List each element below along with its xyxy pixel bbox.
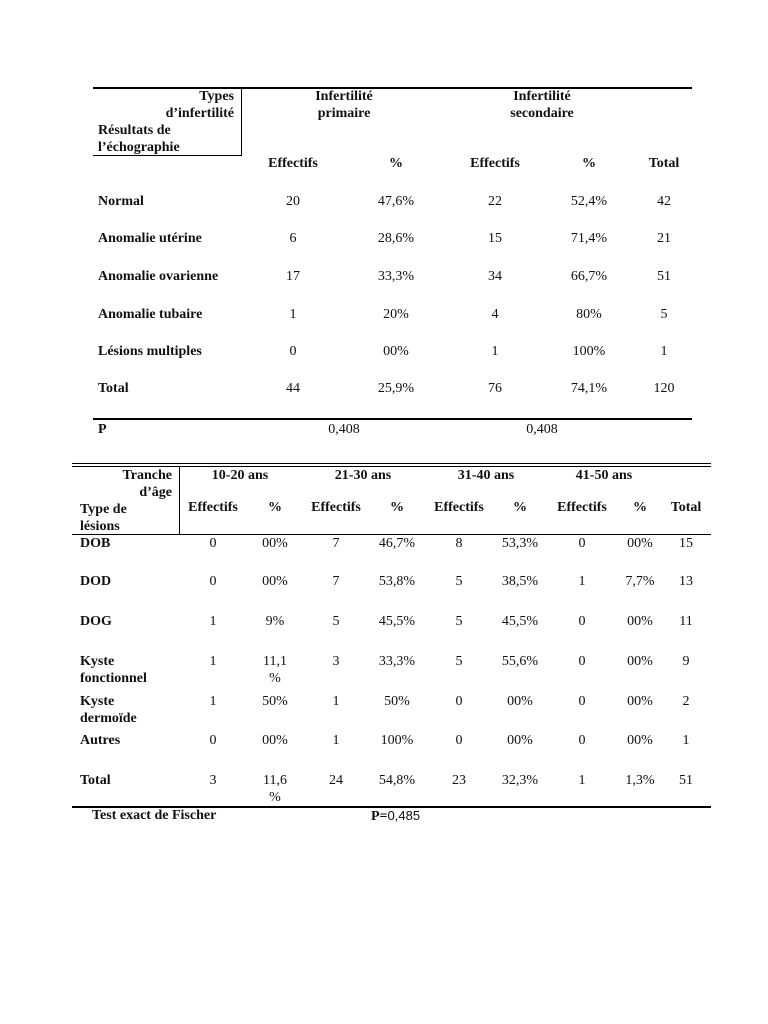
table-cell: 00%: [627, 733, 653, 748]
row-label: Kyste: [80, 654, 115, 669]
table-cell: 7,7%: [625, 574, 655, 589]
table2-top-rule-1: [72, 463, 711, 464]
table-cell: 00%: [262, 574, 288, 589]
row-label: DOG: [80, 614, 112, 629]
table1-p-secondary: 0,408: [526, 422, 558, 437]
table-cell: 44: [286, 381, 300, 396]
table2-age-group: 41-50 ans: [575, 468, 633, 483]
table-cell: 25,9%: [377, 381, 415, 396]
row-label: Normal: [98, 194, 144, 209]
table-cell: 28,6%: [377, 231, 415, 246]
table-cell: 5: [455, 614, 463, 629]
table-cell: 7: [332, 536, 340, 551]
row-label: Total: [80, 773, 111, 788]
table-cell: 11: [679, 614, 693, 629]
table-cell: 00%: [262, 733, 288, 748]
table1-header-effectifs-secondary: Effectifs: [470, 156, 520, 171]
table-cell: 100%: [572, 344, 606, 359]
table-cell: 100%: [380, 733, 414, 748]
table-cell: 0: [209, 733, 217, 748]
row-label: Anomalie utérine: [98, 231, 202, 246]
table-cell: 1: [332, 733, 340, 748]
table-cell: 52,4%: [570, 194, 608, 209]
table2-footer-p: [371, 807, 420, 825]
row-label-line2: dermoïde: [80, 711, 137, 726]
table-cell: 33,3%: [377, 269, 415, 284]
table-cell: 1: [578, 574, 586, 589]
table2-corner-bottom-line1: Type de: [80, 502, 127, 517]
table-cell: 0: [209, 536, 217, 551]
table-cell: 00%: [627, 614, 653, 629]
table-cell: 5: [332, 614, 340, 629]
table-cell-pct-suffix: %: [269, 671, 281, 686]
row-label: Anomalie ovarienne: [98, 269, 219, 284]
table-cell: 9%: [265, 614, 285, 629]
table1-group-primary-line1: Infertilité: [315, 89, 373, 104]
table-cell: 1: [660, 344, 668, 359]
table2-header: Effectifs: [434, 500, 484, 515]
table-cell: 5: [660, 307, 668, 322]
table2-corner-bottom-line2: lésions: [80, 519, 120, 534]
table-cell: 7: [332, 574, 340, 589]
table-cell: 0: [578, 536, 586, 551]
table-cell: 21: [657, 231, 671, 246]
table-cell: 17: [286, 269, 300, 284]
table1-header-pct-secondary: %: [582, 156, 596, 171]
table2-age-group: 21-30 ans: [334, 468, 392, 483]
table1-group-primary-line2: primaire: [317, 106, 371, 121]
table-cell: 33,3%: [378, 654, 416, 669]
row-label: Kyste: [80, 694, 115, 709]
table1-p-label: P: [98, 422, 107, 437]
row-label: Autres: [80, 733, 121, 748]
table-cell: 00%: [262, 536, 288, 551]
table-cell: 0: [578, 654, 586, 669]
table2-header: %: [633, 500, 647, 515]
table-cell: 22: [488, 194, 502, 209]
table-cell: 5: [455, 654, 463, 669]
table-cell: 66,7%: [570, 269, 608, 284]
table-cell: 54,8%: [378, 773, 416, 788]
table-cell: 2: [682, 694, 690, 709]
table-cell: 20: [286, 194, 300, 209]
row-label: DOD: [80, 574, 112, 589]
table-cell: 00%: [627, 654, 653, 669]
table1-bottom-rule: [93, 418, 692, 420]
table-cell: 1,3%: [625, 773, 655, 788]
table2-footer-label: Test exact de Fischer: [92, 808, 217, 823]
table-cell: 0: [578, 733, 586, 748]
table-cell: 1: [578, 773, 586, 788]
row-label: Anomalie tubaire: [98, 307, 203, 322]
table-cell: 80%: [576, 307, 602, 322]
table-cell: 4: [491, 307, 499, 322]
table-cell: 32,3%: [501, 773, 539, 788]
table1-corner-divider: [241, 88, 242, 156]
table-cell: 53,3%: [501, 536, 539, 551]
table2-corner-top-line1: Tranche: [122, 468, 172, 483]
table-cell: 15: [679, 536, 693, 551]
table-cell: 55,6%: [501, 654, 539, 669]
table-cell: 42: [657, 194, 671, 209]
table-cell: 9: [682, 654, 690, 669]
table2-header: %: [390, 500, 404, 515]
table-cell: 20%: [383, 307, 409, 322]
table2-age-group: 10-20 ans: [211, 468, 269, 483]
table2-footer-p-label: P=: [371, 809, 388, 824]
table-cell: 11,1: [263, 654, 287, 669]
table-cell: 0: [209, 574, 217, 589]
table-cell: 1: [682, 733, 690, 748]
table-cell: 51: [657, 269, 671, 284]
table2-header: %: [268, 500, 282, 515]
table2-header: Effectifs: [557, 500, 607, 515]
table1-corner-top-line2: d’infertilité: [165, 106, 234, 121]
table-cell: 00%: [507, 733, 533, 748]
table2-header: Effectifs: [311, 500, 361, 515]
table-cell: 13: [679, 574, 693, 589]
table-cell: 1: [332, 694, 340, 709]
table-cell: 51: [679, 773, 693, 788]
table-cell: 6: [289, 231, 297, 246]
table-cell: 3: [332, 654, 340, 669]
table-cell: 00%: [507, 694, 533, 709]
table-cell: 3: [209, 773, 217, 788]
table-cell: 8: [455, 536, 463, 551]
table-cell: 1: [209, 614, 217, 629]
table-cell: 00%: [627, 694, 653, 709]
table-cell: 1: [289, 307, 297, 322]
table2-header: Total: [670, 500, 702, 515]
table-cell: 120: [653, 381, 675, 396]
table-cell: 0: [578, 614, 586, 629]
table1-header-effectifs-primary: Effectifs: [268, 156, 318, 171]
table2-header: Effectifs: [188, 500, 238, 515]
table-cell: 34: [488, 269, 502, 284]
table2-corner-top-line2: d’âge: [139, 485, 172, 500]
table2-corner-divider: [179, 466, 180, 534]
table-cell: 00%: [383, 344, 409, 359]
row-label: DOB: [80, 536, 111, 551]
table-cell: 1: [209, 694, 217, 709]
table1-corner-bottom-line1: Résultats de: [98, 123, 171, 138]
table-cell: 1: [209, 654, 217, 669]
table1-group-secondary-line2: secondaire: [510, 106, 574, 121]
table-cell: 0: [578, 694, 586, 709]
table-cell: 5: [455, 574, 463, 589]
table-cell: 00%: [627, 536, 653, 551]
table-cell: 0: [289, 344, 297, 359]
table-cell-pct-suffix: %: [269, 790, 281, 805]
table-cell: 38,5%: [501, 574, 539, 589]
table-cell: 50%: [384, 694, 410, 709]
table-cell: 53,8%: [378, 574, 416, 589]
table2-age-group: 31-40 ans: [457, 468, 515, 483]
table1-corner-bottom-line2: l’échographie: [98, 140, 180, 155]
row-label: Lésions multiples: [98, 344, 202, 359]
table-cell: 74,1%: [570, 381, 608, 396]
table-cell: 76: [488, 381, 502, 396]
table-cell: 15: [488, 231, 502, 246]
row-label-line2: fonctionnel: [80, 671, 147, 686]
row-label: Total: [98, 381, 129, 396]
table-cell: 47,6%: [377, 194, 415, 209]
table-cell: 46,7%: [378, 536, 416, 551]
table-cell: 71,4%: [570, 231, 608, 246]
table1-p-primary: 0,408: [328, 422, 360, 437]
table-cell: 23: [452, 773, 466, 788]
table-cell: 0: [455, 694, 463, 709]
table-cell: 45,5%: [378, 614, 416, 629]
table1-header-pct-primary: %: [389, 156, 403, 171]
table1-corner-top-line1: Types: [199, 89, 234, 104]
table2-header: %: [513, 500, 527, 515]
table-cell: 0: [455, 733, 463, 748]
table-cell: 1: [491, 344, 499, 359]
table2-footer-p-value: 0,485: [387, 808, 421, 823]
table-cell: 50%: [262, 694, 288, 709]
table-cell: 24: [329, 773, 343, 788]
table1-group-secondary-line1: Infertilité: [513, 89, 571, 104]
table-cell: 45,5%: [501, 614, 539, 629]
table1-top-rule: [93, 87, 692, 89]
table-cell: 11,6: [263, 773, 287, 788]
table1-header-total: Total: [648, 156, 680, 171]
